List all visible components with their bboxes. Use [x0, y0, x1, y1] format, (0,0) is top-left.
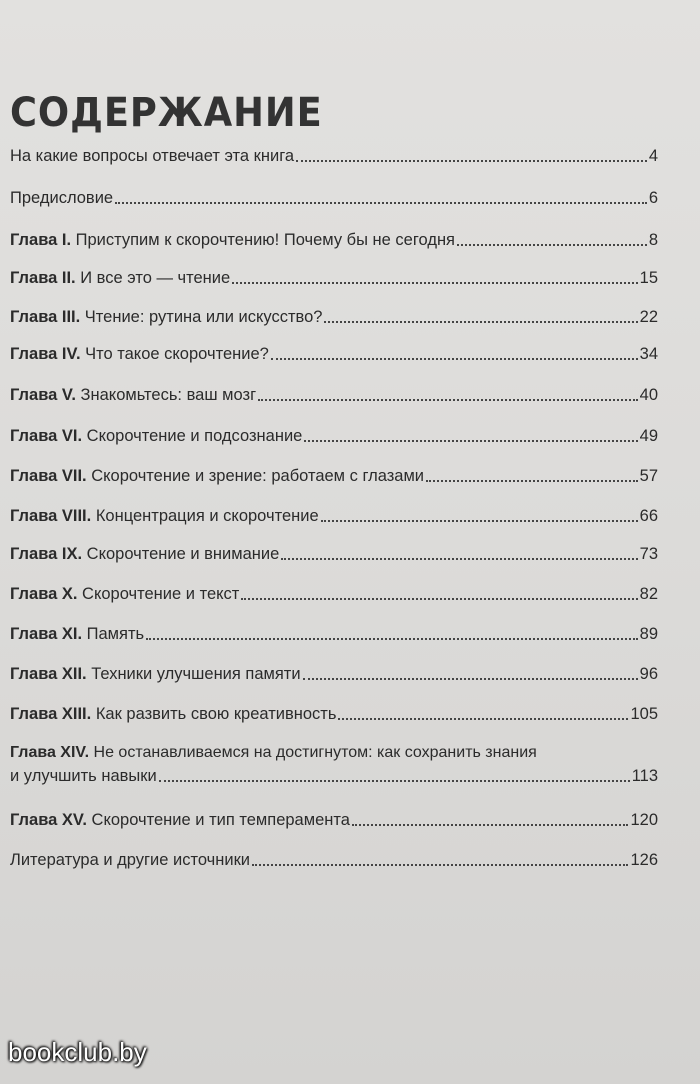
page-number: 126: [630, 851, 658, 869]
chapter-title: Предисловие: [10, 189, 114, 207]
dot-leader: [232, 282, 637, 284]
page-number: 49: [639, 427, 658, 445]
page-number: 34: [639, 345, 658, 363]
dot-leader: [281, 558, 637, 560]
chapter-title: Чтение: рутина или искусство?: [80, 308, 323, 326]
chapter-title: Концентрация и скорочтение: [91, 507, 319, 525]
chapter-number: Глава II.: [10, 269, 76, 287]
page-title: СОДЕРЖАНИЕ: [10, 90, 323, 136]
chapter-title: Знакомьтесь: ваш мозг: [75, 386, 257, 404]
page-number: 96: [639, 665, 658, 683]
chapter-title: Что такое скорочтение?: [80, 345, 269, 363]
toc-entry-label: [10, 704, 336, 724]
chapter-number: Глава XIII.: [10, 705, 92, 723]
toc-entry: [10, 268, 658, 288]
chapter-title: Приступим к скорочтению! Почему бы не сегодня: [71, 231, 455, 249]
chapter-number: Глава IV.: [10, 345, 81, 363]
toc-entry: [10, 624, 658, 644]
toc-entry-label: [10, 146, 294, 166]
page-number: 89: [639, 625, 658, 643]
chapter-number: Глава V.: [10, 386, 76, 404]
chapter-title: Скорочтение и подсознание: [82, 427, 303, 445]
dot-leader: [457, 244, 647, 246]
toc-entry: [10, 307, 658, 327]
page-number: 73: [639, 545, 658, 563]
chapter-title: Как развить свою креативность: [91, 705, 337, 723]
chapter-number: Глава III.: [10, 308, 81, 326]
dot-leader: [241, 598, 637, 600]
chapter-title: Память: [82, 625, 145, 643]
toc-entry: [10, 385, 658, 405]
chapter-title: Скорочтение и текст: [77, 585, 240, 603]
chapter-number: Глава VII.: [10, 467, 87, 485]
dot-leader: [252, 864, 628, 866]
page-number: 120: [630, 811, 658, 829]
dot-leader: [159, 780, 630, 782]
toc-entry: [10, 426, 658, 446]
toc-entry-label: [10, 230, 455, 250]
toc-entry: [10, 344, 658, 364]
page-number: 15: [639, 269, 658, 287]
dot-leader: [271, 358, 638, 360]
dot-leader: [338, 718, 628, 720]
watermark: bookclub.by: [8, 1037, 147, 1067]
chapter-title: И все это — чтение: [75, 269, 231, 287]
dot-leader: [304, 440, 637, 442]
toc-entry-label: [10, 188, 113, 208]
chapter-number: Глава X.: [10, 585, 78, 603]
toc-entry: [10, 544, 658, 564]
toc-entry: [10, 850, 658, 870]
toc-entry-label: [10, 307, 322, 327]
chapter-title: На какие вопросы отвечает эта книга: [10, 147, 295, 165]
dot-leader: [303, 678, 638, 680]
dot-leader: [321, 520, 638, 522]
toc-entry-label: [10, 664, 301, 684]
chapter-title: Не останавливаемся на достигнутом: как сохранить знания: [89, 744, 537, 761]
chapter-number: Глава XI.: [10, 625, 83, 643]
toc-entry-label: [10, 466, 424, 486]
toc-entry: [10, 466, 658, 486]
chapter-number: Глава XV.: [10, 811, 87, 829]
toc-entry-label: [10, 624, 144, 644]
toc-entry-label: [10, 850, 250, 870]
page-number: 82: [639, 585, 658, 603]
page-number: 6: [648, 189, 658, 207]
toc-entry-label: [10, 426, 302, 446]
toc-entry: [10, 506, 658, 526]
page-number: 113: [631, 767, 658, 785]
chapter-title: Скорочтение и внимание: [82, 545, 280, 563]
toc-entry: [10, 188, 658, 208]
chapter-number: Глава I.: [10, 231, 72, 249]
chapter-number: Глава VIII.: [10, 507, 92, 525]
page-number: 22: [639, 308, 658, 326]
toc-entry-label: [10, 506, 319, 526]
chapter-number: Глава VI.: [10, 427, 83, 445]
page-number: 105: [630, 705, 658, 723]
toc-entry: [10, 230, 658, 250]
toc-entry-multiline-second: [10, 766, 658, 786]
chapter-number: Глава XII.: [10, 665, 87, 683]
dot-leader: [146, 638, 638, 640]
page-number: 57: [639, 467, 658, 485]
dot-leader: [426, 480, 638, 482]
chapter-number: Глава XIV.: [10, 744, 90, 761]
page-number: 40: [639, 386, 658, 404]
toc-entry-label: [10, 344, 269, 364]
toc-entry: [10, 704, 658, 724]
toc-entry-label: [10, 584, 239, 604]
dot-leader: [324, 321, 637, 323]
toc-entry: [10, 146, 658, 166]
toc-entry-label: [10, 385, 256, 405]
dot-leader: [258, 399, 638, 401]
toc-entry-label: [10, 544, 279, 564]
page-number: 66: [639, 507, 658, 525]
page-number: 8: [648, 231, 658, 249]
page-number: 4: [648, 147, 658, 165]
dot-leader: [296, 160, 647, 162]
chapter-title-continued: и улучшить навыки: [10, 767, 157, 785]
dot-leader: [115, 202, 647, 204]
chapter-title: Скорочтение и тип темперамента: [86, 811, 350, 829]
chapter-title: Техники улучшения памяти: [86, 665, 301, 683]
toc-entry: [10, 810, 658, 830]
toc-entry: [10, 584, 658, 604]
toc-entry-multiline-first: [10, 744, 537, 762]
chapter-number: Глава IX.: [10, 545, 83, 563]
dot-leader: [352, 824, 629, 826]
toc-entry: [10, 664, 658, 684]
toc-entry-label: [10, 810, 350, 830]
chapter-title: Литература и другие источники: [10, 851, 251, 869]
chapter-title: Скорочтение и зрение: работаем с глазами: [86, 467, 425, 485]
toc-entry-label: [10, 268, 230, 288]
